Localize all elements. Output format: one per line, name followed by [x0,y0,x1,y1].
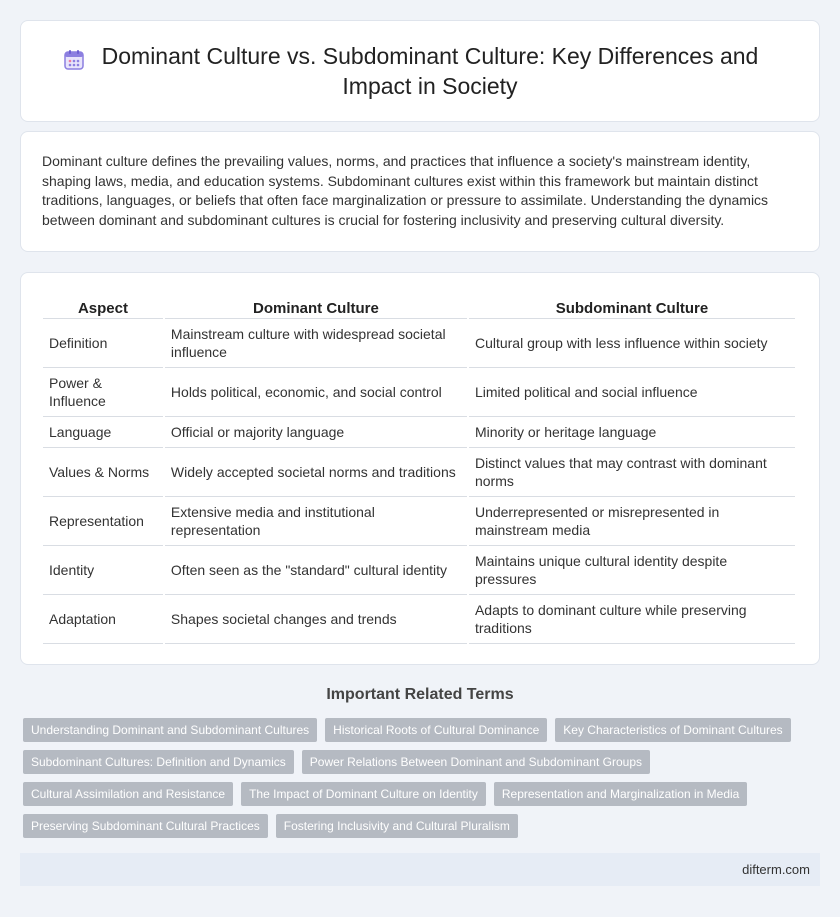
related-term-tag[interactable]: Preserving Subdominant Cultural Practices [23,814,268,838]
related-term-tag[interactable]: Fostering Inclusivity and Cultural Pluralism [276,814,518,838]
table-row [43,417,795,448]
cell-subdominant: Limited political and social influence [469,368,795,417]
related-term-tag[interactable]: Understanding Dominant and Subdominant Cultures [23,718,317,742]
cell-subdominant: Distinct values that may contrast with dominant norms [469,448,795,497]
cell-dominant: Shapes societal changes and trends [165,595,467,644]
related-terms-list [23,718,823,846]
cell-aspect: Language [43,417,163,448]
cell-aspect: Identity [43,546,163,595]
related-term-tag[interactable]: Representation and Marginalization in Media [494,782,747,806]
table-row [43,497,795,546]
cell-subdominant: Minority or heritage language [469,417,795,448]
cell-aspect: Definition [43,319,163,368]
intro-card [20,131,820,252]
intro-paragraph: Dominant culture defines the prevailing values, norms, and practices that influence a society's mainstream identity, shaping laws, media, and education systems. Subdominant cultures exist within this framework but maintain distinct traditions, languages, or beliefs that often face marginalization or pressure to assimilate. Understanding the dynamics between dominant and subdominant cultures is crucial for fostering inclusivity and preserving cultural diversity. [42,153,769,228]
cell-dominant: Holds political, economic, and social control [165,368,467,417]
header-dominant: Dominant Culture [165,293,467,319]
comparison-table-card [20,272,820,665]
related-term-tag[interactable]: Power Relations Between Dominant and Subdominant Groups [302,750,650,774]
comparison-table [41,293,797,644]
related-term-tag[interactable]: Key Characteristics of Dominant Cultures [555,718,790,742]
related-term-tag[interactable]: Cultural Assimilation and Resistance [23,782,233,806]
related-term-tag[interactable]: Subdominant Cultures: Definition and Dynamics [23,750,294,774]
cell-dominant: Often seen as the "standard" cultural identity [165,546,467,595]
table-header-row [43,293,795,319]
header-subdominant: Subdominant Culture [469,293,795,319]
cell-subdominant: Cultural group with less influence within society [469,319,795,368]
cell-subdominant: Adapts to dominant culture while preserving traditions [469,595,795,644]
cell-aspect: Power & Influence [43,368,163,417]
page-title: Dominant Culture vs. Subdominant Culture: Key Differences and Impact in Society [101,43,759,99]
table-row [43,319,795,368]
footer [20,853,820,886]
table-row [43,448,795,497]
cell-dominant: Official or majority language [165,417,467,448]
cell-aspect: Adaptation [43,595,163,644]
cell-dominant: Extensive media and institutional representation [165,497,467,546]
cell-subdominant: Maintains unique cultural identity despite pressures [469,546,795,595]
title-card [20,20,820,122]
cell-dominant: Mainstream culture with widespread societal influence [165,319,467,368]
cell-subdominant: Underrepresented or misrepresented in mainstream media [469,497,795,546]
table-row [43,546,795,595]
table-row [43,368,795,417]
footer-site-link[interactable]: difterm.com [742,862,810,877]
related-term-tag[interactable]: Historical Roots of Cultural Dominance [325,718,547,742]
table-row [43,595,795,644]
related-terms-heading: Important Related Terms [326,686,514,703]
cell-aspect: Values & Norms [43,448,163,497]
related-term-tag[interactable]: The Impact of Dominant Culture on Identity [241,782,486,806]
header-aspect: Aspect [43,293,163,319]
cell-aspect: Representation [43,497,163,546]
cell-dominant: Widely accepted societal norms and traditions [165,448,467,497]
